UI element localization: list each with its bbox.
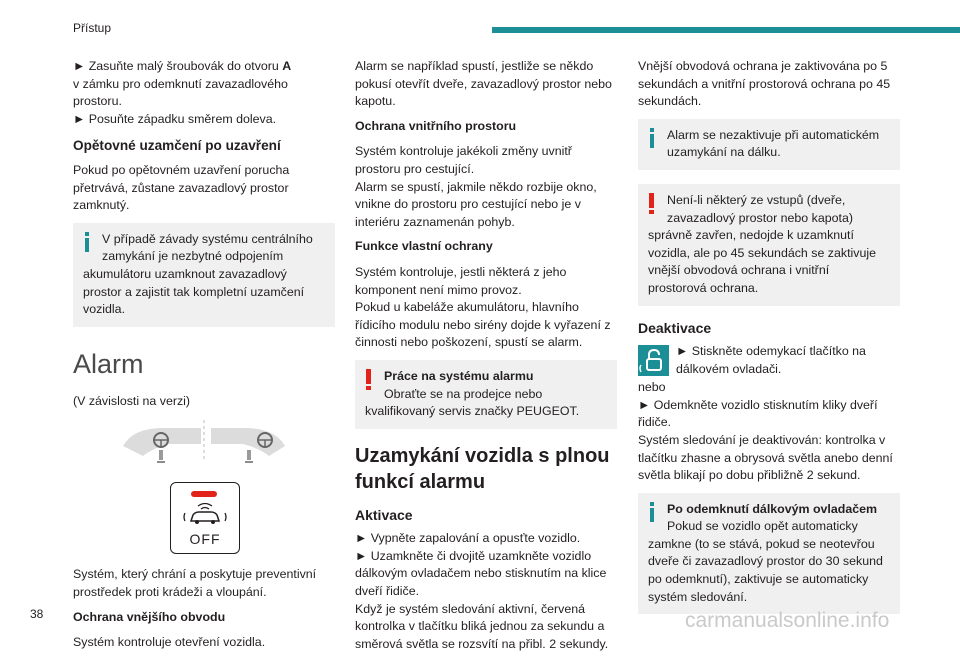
deactivation-step-remote <box>638 343 900 379</box>
unlock-padlock-icon <box>638 345 669 376</box>
activation-status: Když je systém sledování aktivní, červená kontrolka v tlačítku bliká jednou za sekundu a směrová světla se rozsvítí na přibl. 2 sekundy. <box>355 601 609 651</box>
deactivation-step-2: ► Odemkněte vozidlo stisknutím kliky dveří řidiče. <box>638 397 878 430</box>
heading-activation: Aktivace <box>355 506 413 523</box>
note-text-cont: správně zavřen, nedojde k uzamknutí vozidla, ale po 45 sekundách se zaktivuje vnější obvodová ochrana i vnitřní prostorová ochrana. <box>648 228 876 295</box>
interior-text-2: Alarm se spustí, jakmile někdo rozbije okno, vnikne do prostoru pro cestující nebo je v interiéru zaznamenán pohyb. <box>355 179 597 229</box>
info-icon <box>83 231 91 251</box>
instruction-screwdriver <box>73 58 335 111</box>
exterior-text: Systém kontroluje otevření vozidla. <box>73 635 266 650</box>
deactivation-step-1: ► Stiskněte odemykací tlačítko na dálkovém ovladači. <box>676 344 866 376</box>
note-title: Práce na systému alarmu <box>384 368 534 383</box>
label-a: A <box>282 59 292 73</box>
deactivation-status: Systém sledování je deaktivován: kontrolka v tlačítku zhasne a obrysová světla anebo denní světla blikají po dobu přibližně 2 sekund. <box>638 432 893 483</box>
note-text: Není-li některý ze vstupů (dveře, zavazadlový prostor nebo kapota) <box>667 192 853 225</box>
instruction-text: ► Zasuňte malý šroubovák do otvoru <box>73 59 283 73</box>
note-text: Pokud se vozidlo opět automaticky <box>667 519 858 534</box>
note-text: V případě závady systému centrálního zamykání je nezbytné odpojením <box>102 231 313 264</box>
version-note: (V závislosti na verzi) <box>73 393 191 408</box>
steering-wheel-illustration <box>73 420 335 474</box>
note-text-cont: akumulátoru uzamknout zavazadlový prostor a zajistit tak kompletní uzamčení vozidla. <box>83 266 305 317</box>
heading-self-protection: Funkce vlastní ochrany <box>355 239 493 254</box>
note-text: Obraťte se na prodejce nebo <box>384 386 543 401</box>
header-accent-bar <box>492 27 960 33</box>
note-text-cont: kvalifikovaný servis značky PEUGEOT. <box>365 404 580 419</box>
activation-step-2: ► Uzamkněte či dvojitě uzamkněte vozidlo dálkovým ovladačem nebo stisknutím na klice dveří řidiče. <box>355 548 607 599</box>
heading-exterior-protection: Ochrana vnějšího obvodu <box>73 609 226 624</box>
self-text: Systém kontroluje, jestli některá z jeho komponent není mimo provoz. <box>355 264 567 297</box>
heading-deactivation: Deaktivace <box>638 319 712 336</box>
heading-locking-with-alarm: Uzamykání vozidla s plnou funkcí alarmu <box>355 444 610 493</box>
note-text-cont: uzamykání na dálku. <box>667 145 781 160</box>
alarm-trigger-text: Alarm se například spustí, jestliže se někdo pokusí otevřít dveře, zavazadlový prostor nebo kapotu. <box>355 59 612 109</box>
page-number: 38 <box>30 607 44 621</box>
activation-step-1: ► Vypněte zapalování a opusťte vozidlo. <box>355 531 581 546</box>
section-header: Přístup <box>73 21 112 35</box>
off-label: OFF <box>189 531 221 548</box>
self-text-2: Pokud u kabeláže akumulátoru, hlavního řídicího modulu nebo sirény dojde k vyřazení z činnosti nebo poškození, spustí se alarm. <box>355 300 611 350</box>
car-sides-icon <box>73 420 335 474</box>
watermark: carmanualsonline.info <box>685 609 890 632</box>
heading-relock: Opětovné uzamčení po uzavření <box>73 138 281 154</box>
column-2 <box>355 58 617 660</box>
warning-note-alarm-work <box>355 360 617 429</box>
instruction-text-cont: v zámku pro odemknutí zavazadlového prostoru. <box>73 76 288 109</box>
note-text: Alarm se nezaktivuje při automatickém <box>667 127 880 142</box>
instruction-latch: ► Posuňte západku směrem doleva. <box>73 111 277 126</box>
warning-icon <box>648 192 656 214</box>
car-alarm-icon <box>183 503 227 527</box>
note-text-cont: zamkne (to se stává, pokud se neotevřou dveře či zavazadlový prostor do 30 sekund po odemknutí), zaktivuje se automaticky systém sledování. <box>648 536 883 604</box>
alarm-button-illustration <box>73 480 335 560</box>
relock-text: Pokud po opětovném uzavření porucha přetrvává, zůstane zavazadlový prostor zamknutý. <box>73 162 290 213</box>
deactivation-or: nebo <box>638 380 666 395</box>
protection-delay-text: Vnější obvodová ochrana je zaktivována po 5 sekundách a vnitřní prostorová ochrana po 45 sekundách. <box>638 59 891 109</box>
info-note-auto-lock <box>638 119 900 170</box>
column-3 <box>638 58 900 632</box>
heading-alarm: Alarm <box>73 348 144 379</box>
column-1 <box>73 58 335 659</box>
heading-interior-protection: Ochrana vnitřního prostoru <box>355 118 517 133</box>
info-icon <box>648 501 656 521</box>
info-icon <box>648 127 656 147</box>
info-note-central-locking <box>73 223 335 327</box>
alarm-off-button-icon <box>170 482 240 554</box>
info-note-remote-unlock <box>638 493 900 615</box>
note-title: Po odemknutí dálkovým ovladačem <box>667 501 878 516</box>
warning-icon <box>365 368 373 390</box>
red-indicator-light <box>191 491 217 497</box>
warning-note-open-entry <box>638 184 900 306</box>
alarm-description: Systém, který chrání a poskytuje preventivní prostředek proti krádeži a vloupání. <box>73 567 317 599</box>
interior-text: Systém kontroluje jakékoli změny uvnitř prostoru pro cestující. <box>355 144 572 176</box>
